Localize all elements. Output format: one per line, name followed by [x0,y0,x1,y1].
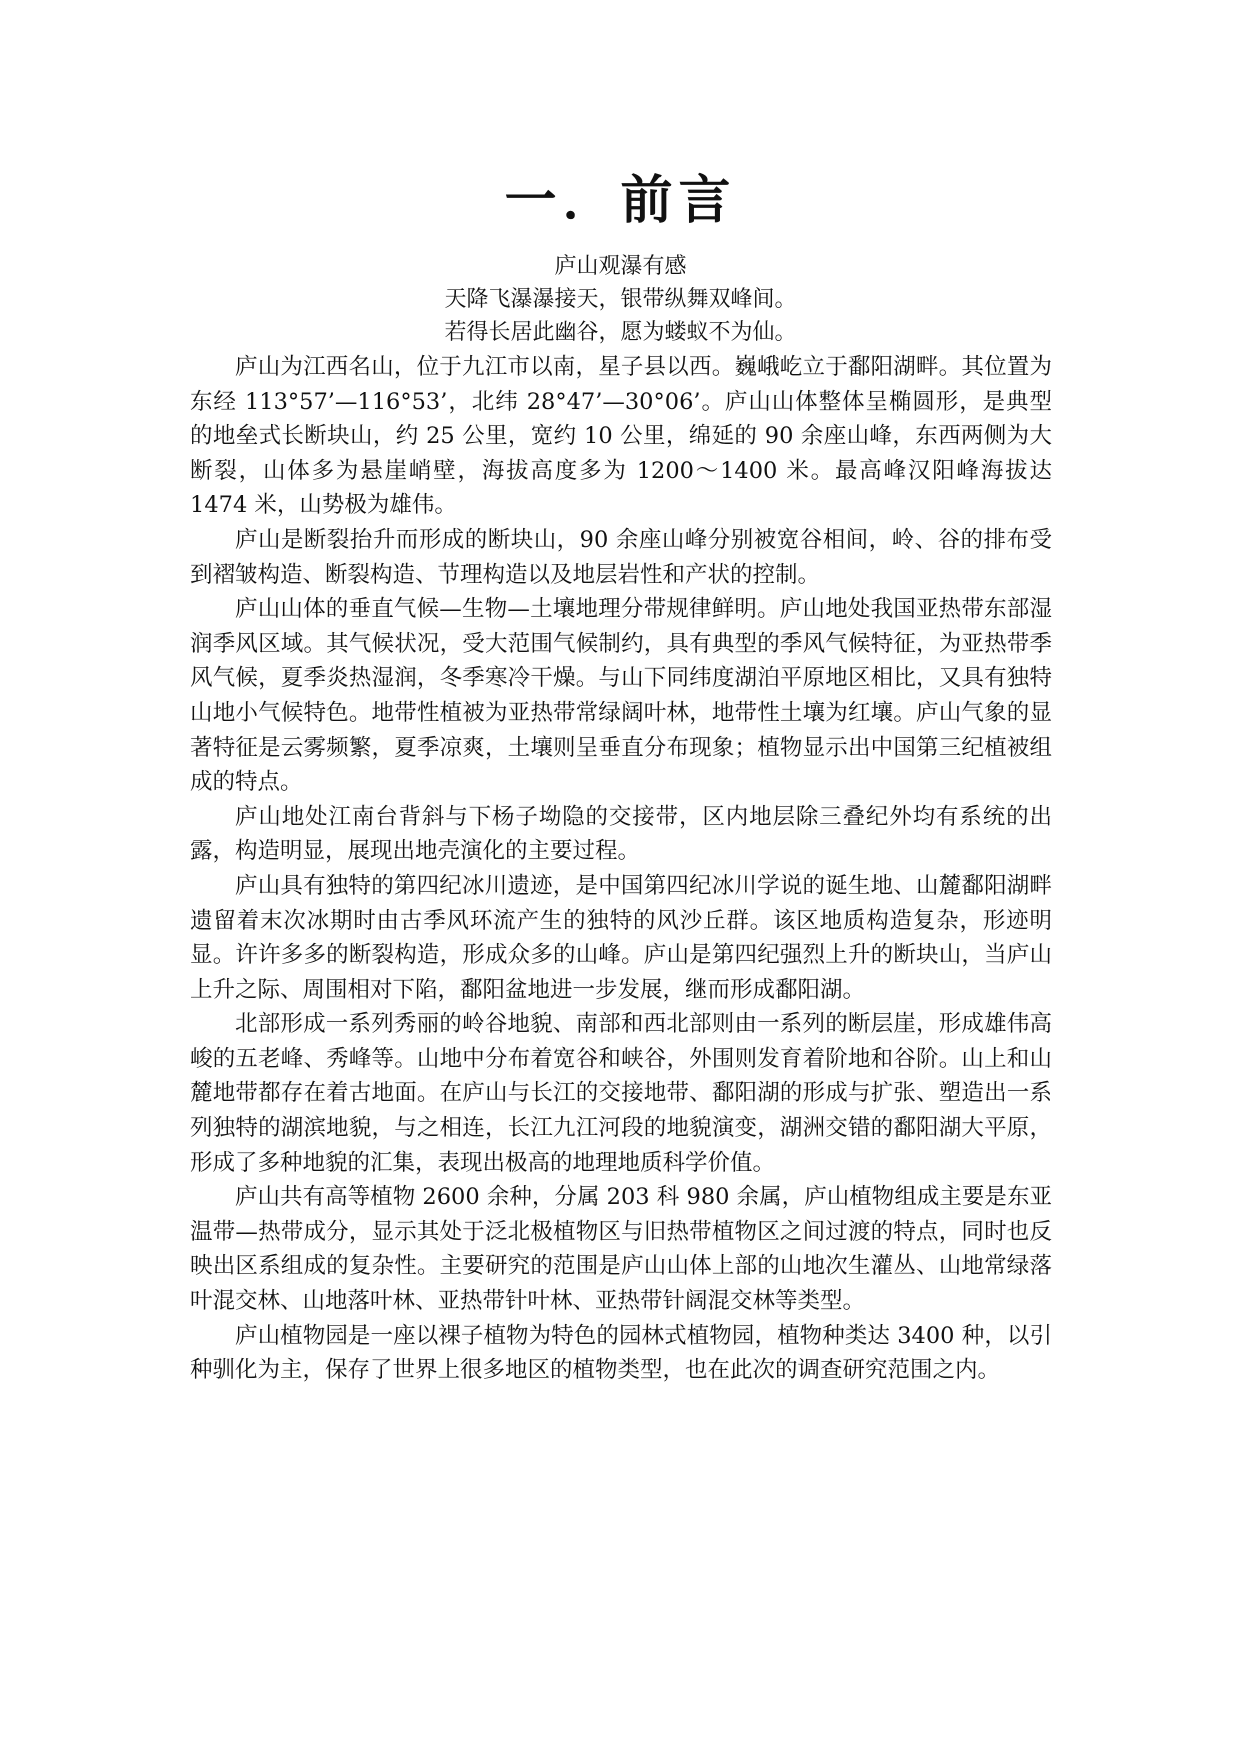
poem-line: 天降飞瀑瀑接天，银带纵舞双峰间。 [444,287,797,312]
poem-line: 若得长居此幽谷，愿为蝼蚁不为仙。 [444,320,797,345]
paragraph: 庐山是断裂抬升而形成的断块山，90 余座山峰分别被宽谷相间，岭、谷的排布受到褶皱构造、断裂构造、节理构造以及地层岩性和产状的控制。 [190,526,1052,588]
paragraph: 庐山山体的垂直气候—生物—土壤地理分带规律鲜明。庐山地处我国亚热带东部湿润季风区域。其气候状况，受大范围气候制约，具有典型的季风气候特征，为亚热带季风气候，夏季炎热湿润，冬季寒冷干燥。与山下同纬度湖泊平原地区相比，又具有独特山地小气候特色。地带性植被为亚热带常绿阔叶林，地带性土壤为红壤。庐山气象的显著特征是云雾频繁，夏季凉爽，土壤则呈垂直分布现象；植物显示出中国第三纪植被组成的特点。 [190,596,1052,796]
paragraph: 庐山为江西名山，位于九江市以南，星子县以西。巍峨屹立于鄱阳湖畔。其位置为东经 113°57’—116°53’，北纬 28°47’—30°06’。庐山山体整体呈椭圆形，是典型的地垒式长断块山，约 25 公里，宽约 10 公里，绵延的 90 余座山峰，东西两侧为大断裂，山体多为悬崖峭壁，海拔高度多为 1200～1400 米。最高峰汉阳峰海拔达 1474 米，山势极为雄伟。 [190,354,1052,519]
poem-title: 庐山观瀑有感 [554,254,687,279]
paragraph: 庐山地处江南台背斜与下杨子坳隐的交接带，区内地层除三叠纪外均有系统的出露，构造明显，展现出地壳演化的主要过程。 [190,803,1052,865]
paragraph: 庐山共有高等植物 2600 余种，分属 203 科 980 余属，庐山植物组成主要是东亚温带—热带成分，显示其处于泛北极植物区与旧热带植物区之间过渡的特点，同时也反映出区系组成的复杂性。主要研究的范围是庐山山体上部的山地次生灌丛、山地常绿落叶混交林、山地落叶林、亚热带针叶林、亚热带针阔混交林等类型。 [190,1184,1052,1315]
paragraph: 庐山具有独特的第四纪冰川遗迹，是中国第四纪冰川学说的诞生地、山麓鄱阳湖畔遗留着末次冰期时由古季风环流产生的独特的风沙丘群。该区地质构造复杂，形迹明显。许许多多的断裂构造，形成众多的山峰。庐山是第四纪强烈上升的断块山，当庐山上升之际、周围相对下陷，鄱阳盆地进一步发展，继而形成鄱阳湖。 [190,872,1052,1003]
page-title: 一．前言 [504,171,737,231]
poem [0,250,1241,349]
paragraph: 北部形成一系列秀丽的岭谷地貌、南部和西北部则由一系列的断层崖，形成雄伟高峻的五老峰、秀峰等。山地中分布着宽谷和峡谷，外围则发育着阶地和谷阶。山上和山麓地带都存在着古地面。在庐山与长江的交接地带、鄱阳湖的形成与扩张、塑造出一系列独特的湖滨地貌，与之相连，长江九江河段的地貌演变，湖洲交错的鄱阳湖大平原，形成了多种地貌的汇集，表现出极高的地理地质科学价值。 [190,1011,1052,1176]
body-text [190,350,1052,1388]
paragraph: 庐山植物园是一座以裸子植物为特色的园林式植物园，植物种类达 3400 种，以引种驯化为主，保存了世界上很多地区的植物类型，也在此次的调查研究范围之内。 [190,1322,1052,1384]
